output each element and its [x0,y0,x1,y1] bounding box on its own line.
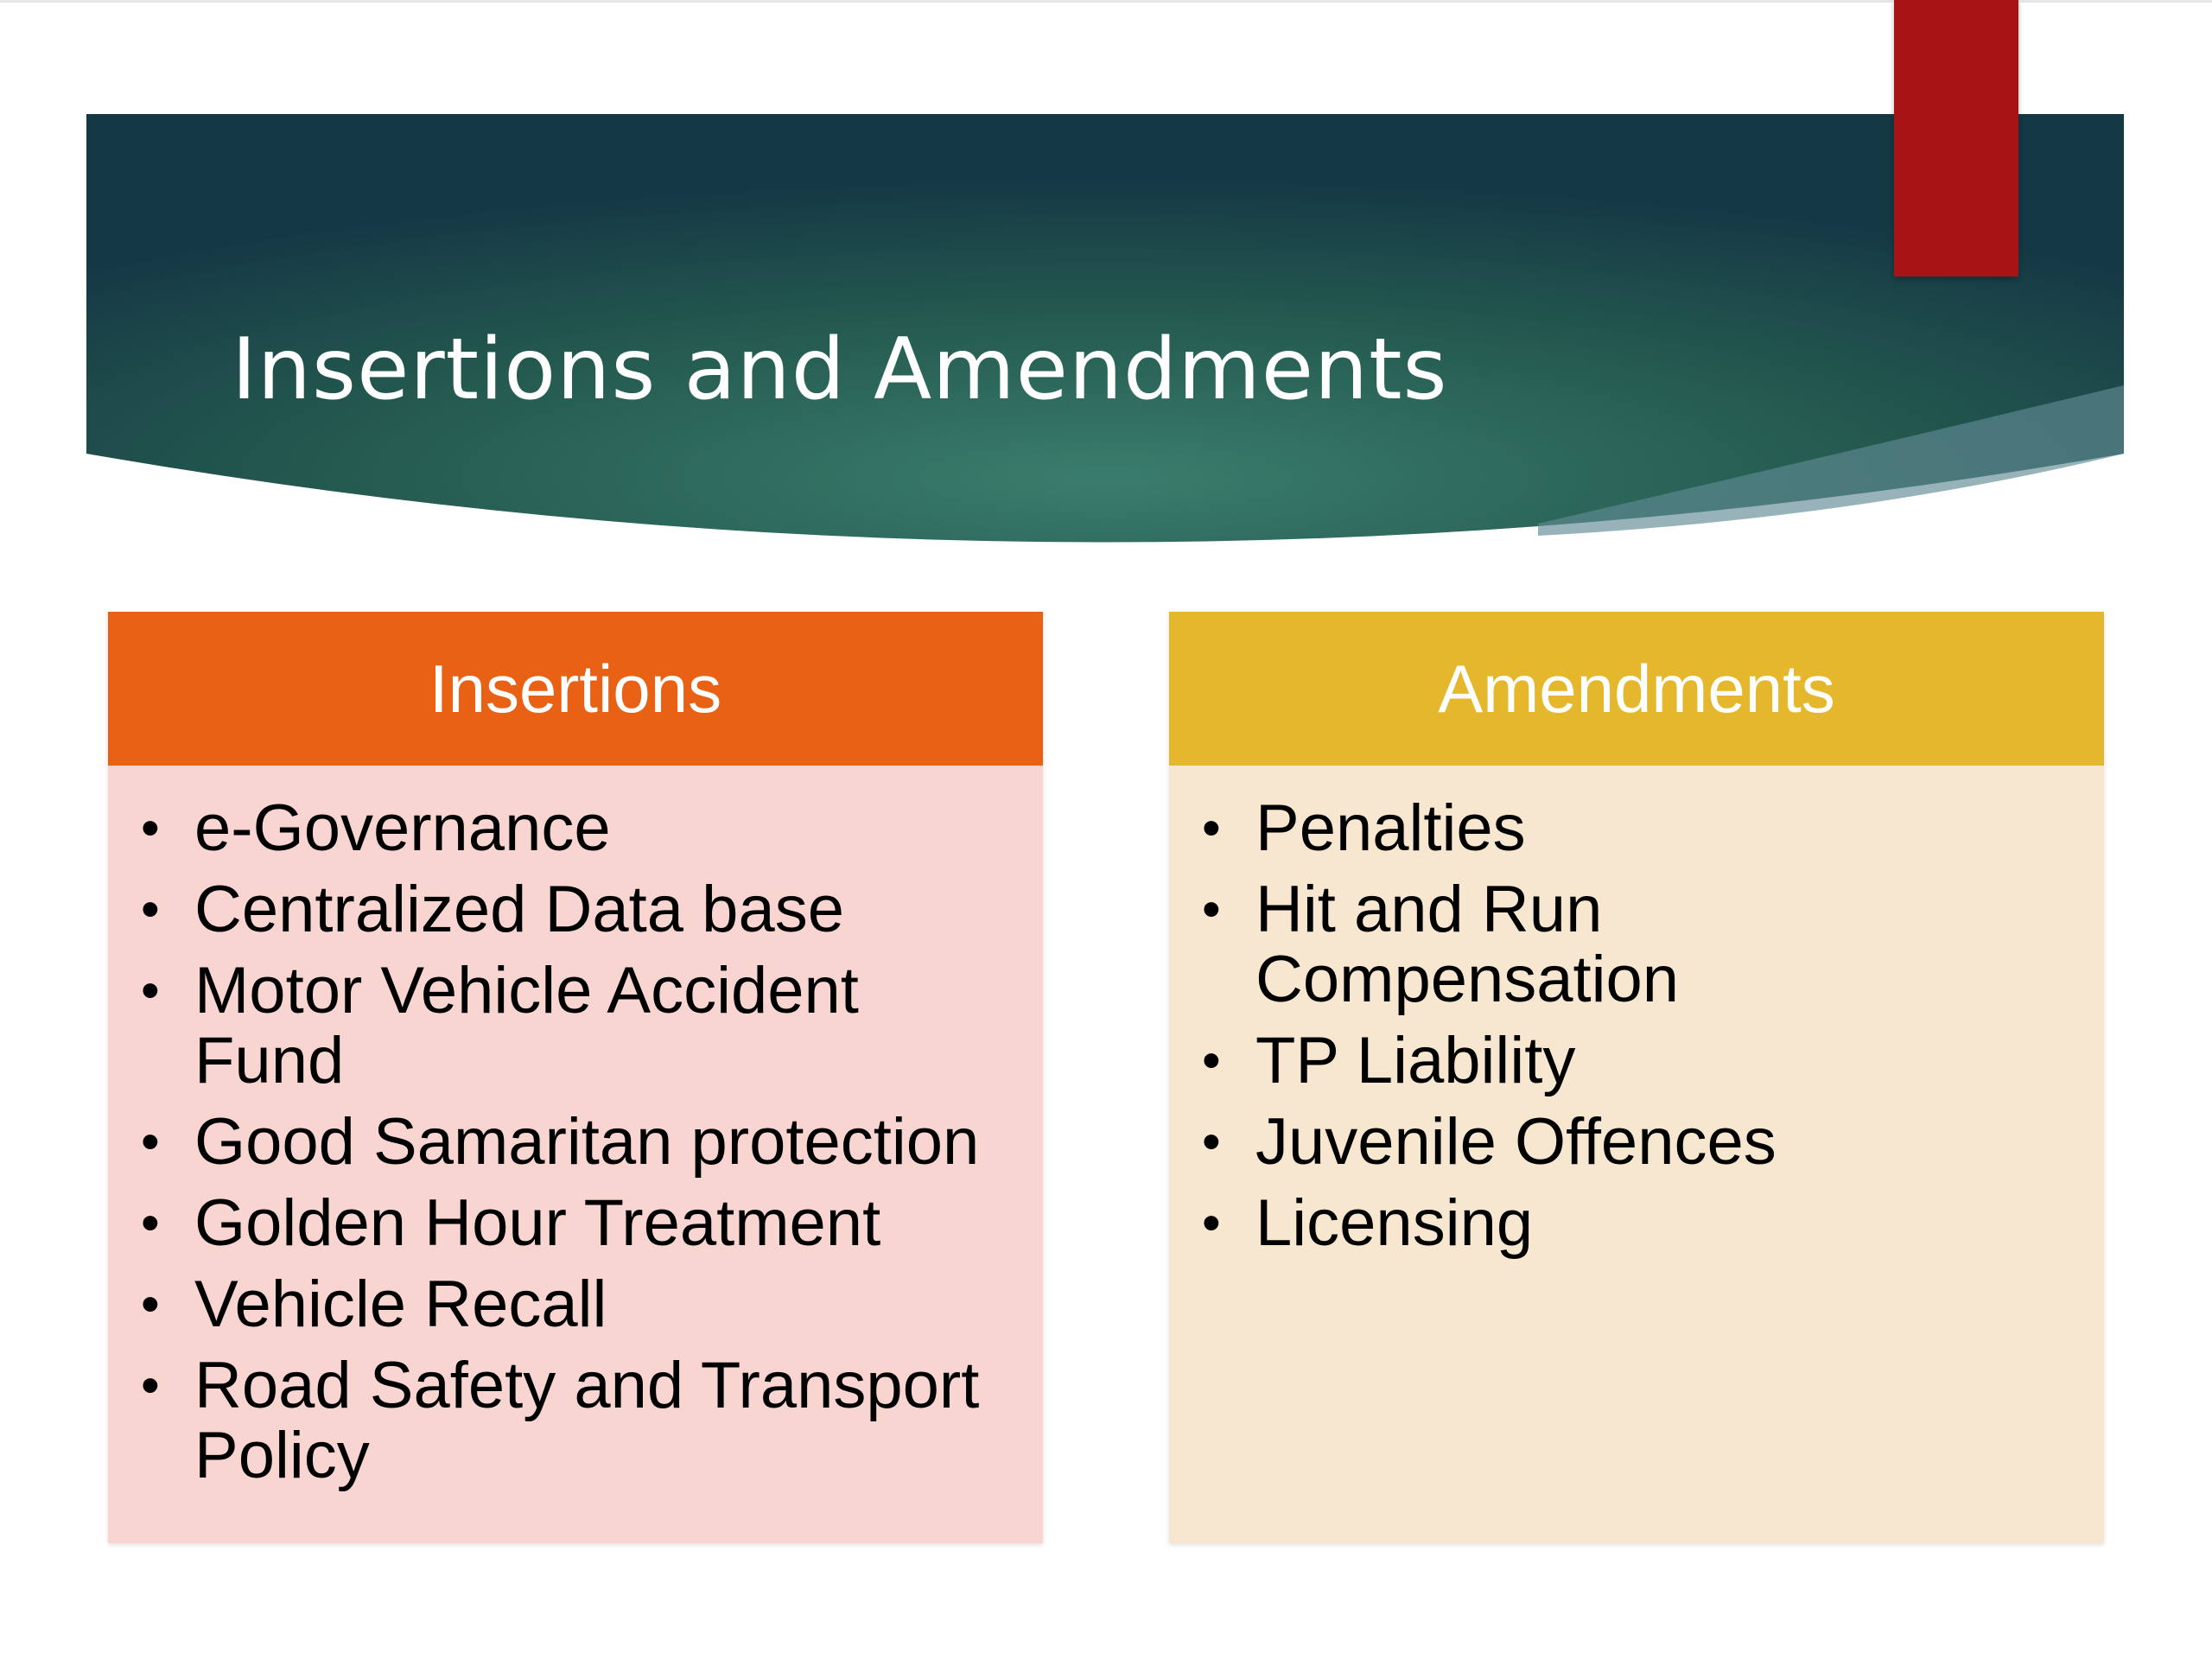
list-item [1169,1188,2104,1258]
insertions-panel [108,612,1043,1543]
list-item [108,1351,1043,1491]
list-item [108,956,1043,1096]
list-item-text: Penalties [1255,791,1526,865]
list-item [108,1188,1043,1258]
list-item-text: TP Liability [1255,1024,1576,1097]
amendments-panel [1169,612,2104,1543]
bullet-dot-icon: • [141,1274,160,1334]
list-item-text: Licensing [1255,1186,1534,1260]
bullet-dot-icon: • [1202,1031,1221,1090]
list-item [1169,793,2104,863]
bullet-dot-icon: • [141,798,160,858]
slide-title: Insertions and Amendments [232,320,1448,419]
list-item [1169,1026,2104,1096]
insertions-header: Insertions [108,612,1043,766]
list-item-text: Road Safety and Transport Policy [194,1349,980,1492]
insertions-list [108,766,1043,1491]
list-item-text: e-Governance [194,791,611,865]
bullet-dot-icon: • [141,1193,160,1253]
list-item [108,793,1043,863]
list-item [1169,1107,2104,1177]
list-item-text: Centralized Data base [194,873,844,946]
list-item-text: Good Samaritan protection [194,1105,980,1179]
list-item [108,1107,1043,1177]
list-item-text: Golden Hour Treatment [194,1186,881,1260]
list-item-text: Hit and Run Compensation [1255,873,1680,1016]
red-bookmark-tab [1894,0,2018,276]
bullet-dot-icon: • [1202,1193,1221,1253]
bullet-dot-icon: • [1202,880,1221,939]
list-item-text: Vehicle Recall [194,1268,607,1341]
list-item-text: Juvenile Offences [1255,1105,1777,1179]
bullet-dot-icon: • [1202,798,1221,858]
list-item-text: Motor Vehicle Accident Fund [194,954,859,1097]
list-item [1169,874,2104,1014]
bullet-dot-icon: • [141,880,160,939]
title-banner [0,0,2212,605]
list-item [108,874,1043,944]
list-item [108,1269,1043,1339]
bullet-dot-icon: • [141,961,160,1020]
bullet-dot-icon: • [141,1356,160,1415]
bullet-dot-icon: • [1202,1112,1221,1172]
amendments-header: Amendments [1169,612,2104,766]
amendments-list [1169,766,2104,1258]
bullet-dot-icon: • [141,1112,160,1172]
